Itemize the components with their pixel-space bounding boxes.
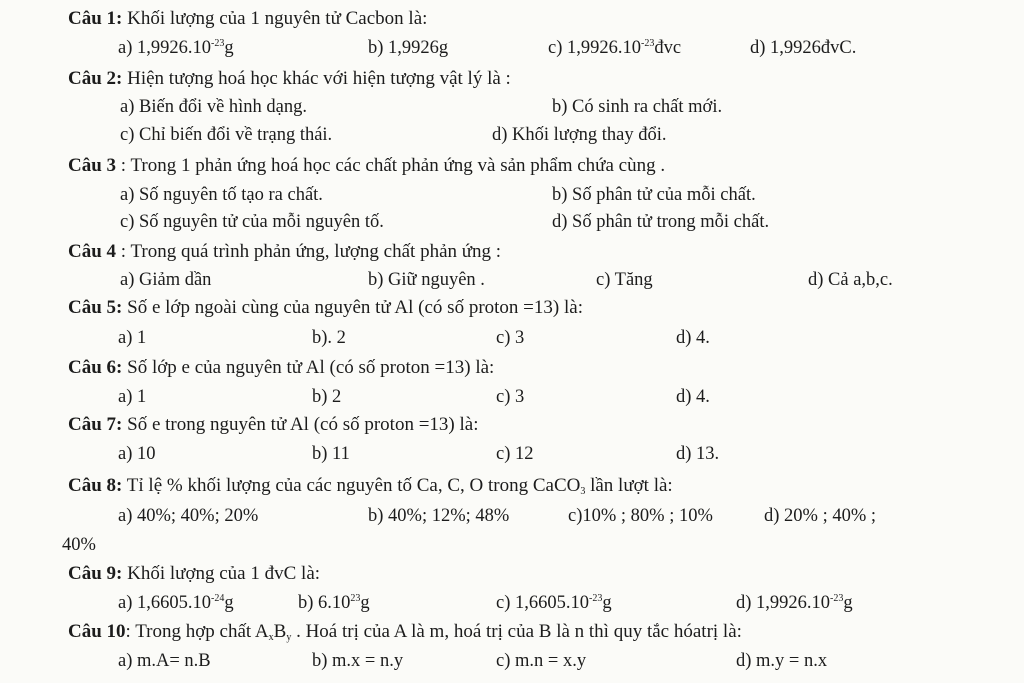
q1-option-c[interactable]: c) $1,9926.10^{-23}đvc$: [548, 38, 682, 58]
q3-option-c[interactable]: c) Số nguyên tử của mỗi nguyên tố.: [120, 212, 384, 232]
q10-option-a[interactable]: a) m.A= n.B: [118, 651, 211, 671]
q7-option-c[interactable]: c) 12: [496, 444, 534, 464]
q5-option-d[interactable]: d) 4.: [676, 328, 710, 348]
q3-option-a[interactable]: a) Số nguyên tố tạo ra chất.: [120, 185, 323, 205]
q2-option-d[interactable]: d) Khối lượng thay đổi.: [492, 125, 667, 145]
question-6-stem: Câu 6: Số lớp e của nguyên tử Al (có số proton =13) là:: [68, 357, 495, 378]
q1-option-d[interactable]: d) 1,9926đvC.: [750, 38, 857, 58]
question-5-stem: Câu 5: Số e lớp ngoài cùng của nguyên tử Al (có số proton =13) là:: [68, 297, 583, 318]
question-9-stem: Câu 9: Khối lượng của 1 đvC là:: [68, 563, 321, 584]
q4-option-a[interactable]: a) Giảm dần: [120, 270, 212, 290]
q7-option-b[interactable]: b) 11: [312, 444, 350, 464]
q2-option-b[interactable]: b) Có sinh ra chất mới.: [552, 97, 723, 117]
q5-option-b[interactable]: b). 2: [312, 328, 346, 348]
q3-option-d[interactable]: d) Số phân tử trong mỗi chất.: [552, 212, 770, 232]
q10-option-c[interactable]: c) m.n = x.y: [496, 651, 587, 671]
q4-option-b[interactable]: b) Giữ nguyên .: [368, 270, 485, 290]
q4-option-c[interactable]: c) Tăng: [596, 270, 653, 290]
q1-option-b[interactable]: b) 1,9926g: [368, 38, 449, 58]
q5-option-c[interactable]: c) 3: [496, 328, 525, 348]
q6-option-b[interactable]: b) 2: [312, 387, 342, 407]
question-7-stem: Câu 7: Số e trong nguyên tử Al (có số proton =13) là:: [68, 414, 479, 435]
q6-option-c[interactable]: c) 3: [496, 387, 525, 407]
q8-option-c[interactable]: c)10% ; 80% ; 10%: [568, 506, 713, 526]
q6-option-d[interactable]: d) 4.: [676, 387, 710, 407]
question-3-stem: Câu 3 : Trong 1 phản ứng hoá học các chất phản ứng và sản phẩm chứa cùng .: [68, 155, 666, 176]
q8-option-d[interactable]: d) 20% ; 40% ;: [764, 506, 877, 526]
q4-option-d[interactable]: d) Cả a,b,c.: [808, 270, 893, 290]
q7-option-d[interactable]: d) 13.: [676, 444, 720, 464]
q8-option-b[interactable]: b) 40%; 12%; 48%: [368, 506, 510, 526]
q9-option-d[interactable]: d) $1,9926.10^{-23}g$: [736, 593, 853, 613]
q3-option-b[interactable]: b) Số phân tử của mỗi chất.: [552, 185, 756, 205]
q5-option-a[interactable]: a) 1: [118, 328, 147, 348]
q9-option-c[interactable]: c) $1,6605.10^{-23}g$: [496, 593, 612, 613]
question-1-stem: Câu 1: Khối lượng của 1 nguyên tử Cacbon là:: [68, 8, 428, 29]
q9-option-b[interactable]: b) 6.10$^{23}$g: [298, 593, 370, 613]
q10-option-b[interactable]: b) m.x = n.y: [312, 651, 404, 671]
q1-option-a[interactable]: a) $1,9926.10^{-23}g$: [118, 38, 234, 58]
q2-option-c[interactable]: c) Chỉ biến đổi về trạng thái.: [120, 125, 333, 145]
q2-option-a[interactable]: a) Biến đổi về hình dạng.: [120, 97, 308, 117]
question-10-stem: Câu 10: Trong hợp chất $A_xB_y$ . Hoá trị của A là m, hoá trị của B là n thì quy tắc hóatrị là:: [68, 621, 742, 643]
q9-option-a[interactable]: a) $1,6605.10^{-24}g$: [118, 593, 234, 613]
q6-option-a[interactable]: a) 1: [118, 387, 147, 407]
q8-option-a[interactable]: a) 40%; 40%; 20%: [118, 506, 259, 526]
q8-option-d-continuation: 40%: [62, 535, 96, 555]
question-8-stem: Câu 8: Tỉ lệ % khối lượng của các nguyên tố Ca, C, O trong CaCO$_3$ lần lượt là:: [68, 475, 673, 497]
q10-option-d[interactable]: d) m.y = n.x: [736, 651, 828, 671]
question-2-stem: Câu 2: Hiện tượng hoá học khác với hiện tượng vật lý là :: [68, 68, 511, 89]
q7-option-a[interactable]: a) 10: [118, 444, 156, 464]
question-4-stem: Câu 4 : Trong quá trình phản ứng, lượng chất phản ứng :: [68, 241, 502, 262]
